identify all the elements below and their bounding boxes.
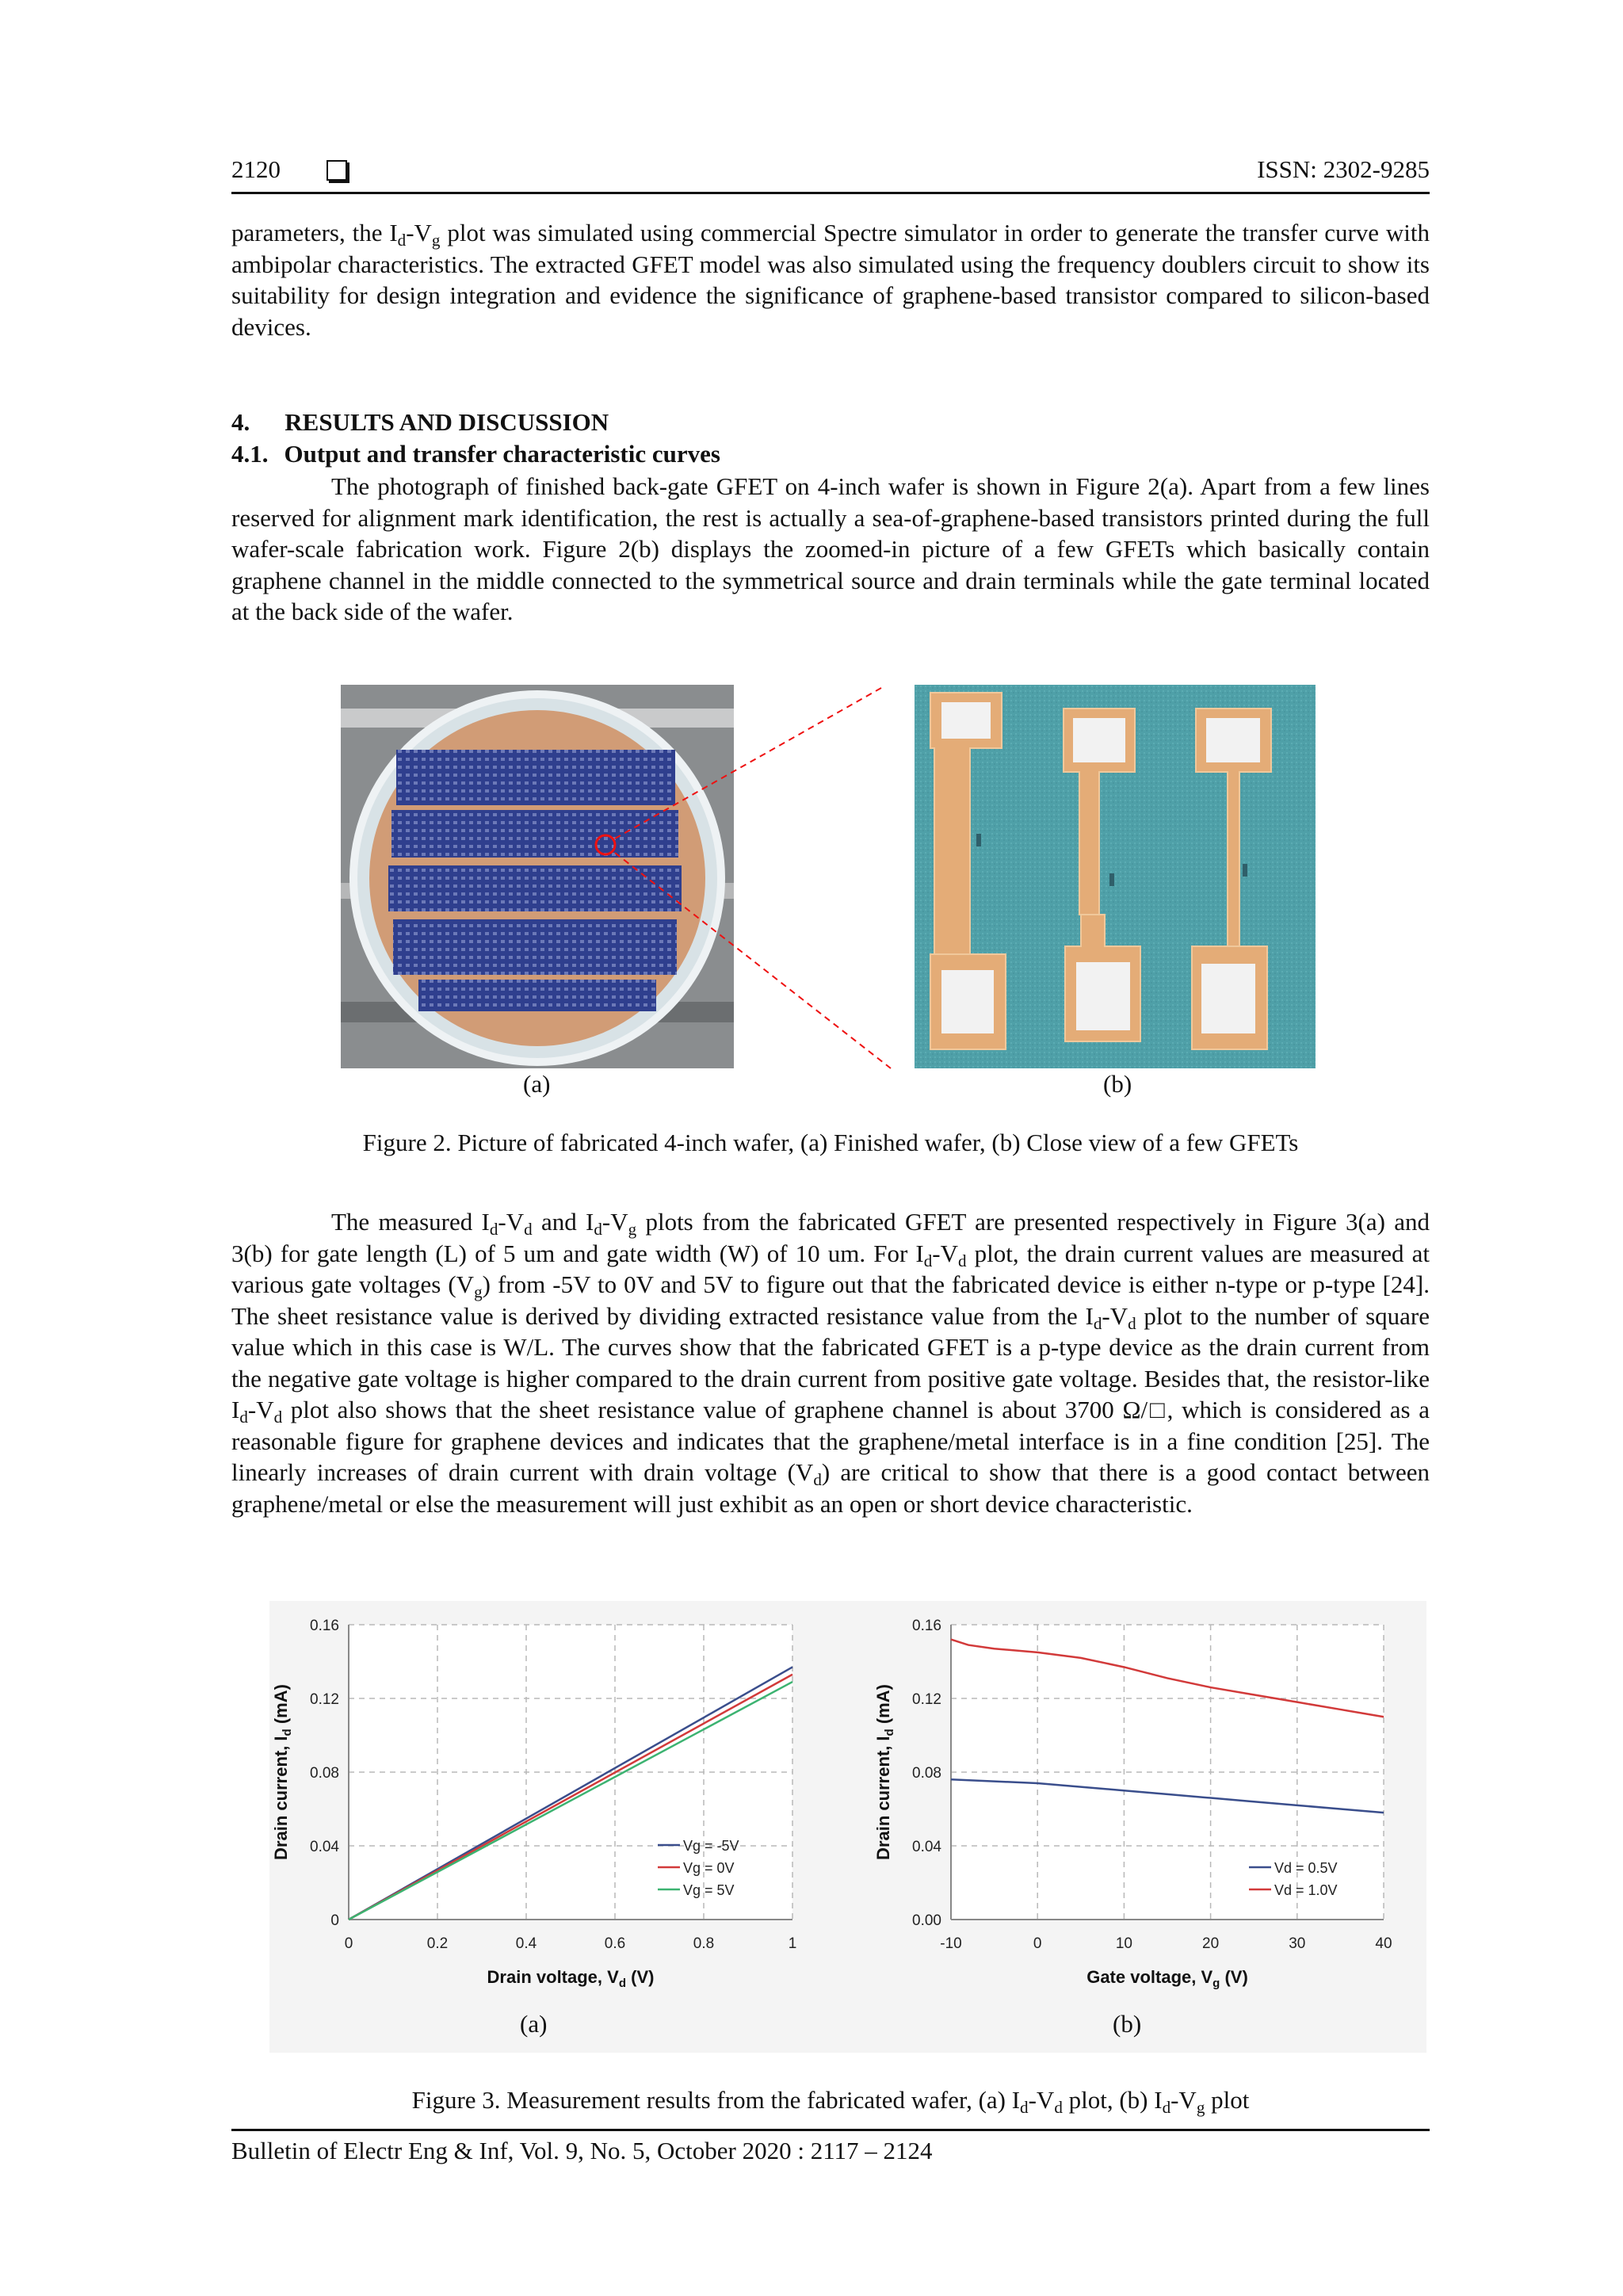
legend-label: Vd = 0.5V	[1274, 1860, 1338, 1876]
legend-label: Vg = -5V	[683, 1838, 739, 1854]
paragraph-2: The measured $I_d-V_d$ and $I_d-V_g$ plots from the fabricated GFET are presented respectively in Figure 3(a) and 3(b) for gate length (L) of 5 um and gate width (W) of 10 um. For $I_d-V_d$ plot, the drain current values are measured at various gate voltages $(V_g)$ from -5V to 0V and 5V to figure out that the fabricated device is either n-type or p-type [24]. The sheet resistance value is derived by dividing extracted resistance value from the $I_d-V_d$ plot to the number of square value which in this case is W/L. The curves show that the fabricated GFET is a p-type device as the drain current from the negative gate voltage is higher compared to the drain current from positive gate voltage. Besides that, the resistor-like $I_d-V_d$ plot also shows that the sheet resistance value of graphene channel is about 3700 Ω/□, which is considered as a reasonable figure for graphene devices and indicates that the graphene/metal interface is in a fine condition [25]. The linearly increases of drain current with drain voltage $(V_d)$ are critical to show that there is a good contact between graphene/metal or else the measurement will just exhibit as an open or short device characteristic.	[231, 1208, 1430, 1518]
legend-label: Vd = 1.0V	[1274, 1882, 1338, 1898]
figure-2-caption: Figure 2. Picture of fabricated 4-inch wafer, (a) Finished wafer, (b) Close view of a few GFETs	[362, 1129, 1299, 1156]
figure-2-photos	[341, 685, 1316, 1113]
figure-3a-label: (a)	[520, 2010, 548, 2038]
x-tick-label: 1	[788, 1935, 797, 1952]
x-tick-label: 0.6	[604, 1935, 626, 1952]
chart-id-vg	[856, 1601, 1426, 2005]
page-number: 2120	[231, 155, 281, 183]
x-tick-label: 0.4	[515, 1935, 537, 1952]
x-tick-label: 0.8	[693, 1935, 715, 1952]
x-axis-title: Drain voltage, $V_d$ (V)	[487, 1967, 655, 1990]
subsection-heading: 4.1. Output and transfer characteristic curves	[231, 440, 720, 468]
y-tick-label: 0.08	[310, 1765, 339, 1782]
y-tick-label: 0.12	[310, 1691, 339, 1708]
legend-label: Vg = 0V	[683, 1860, 735, 1876]
x-tick-label: 0.2	[426, 1935, 449, 1952]
figure-3b-label: (b)	[1113, 2010, 1142, 2038]
y-tick-label: 0.08	[912, 1765, 941, 1782]
y-tick-label: 0.00	[912, 1912, 941, 1929]
intro-paragraph: parameters, the $I_d-V_g$ plot was simulated using commercial Spectre simulator in order to generate the transfer curve with ambipolar characteristics. The extracted GFET model was also simulated using the frequency doublers circuit to show its suitability for design integration and evidence the significance of graphene-based transistor compared to silicon-based devices.	[231, 219, 1430, 341]
journal-footer: Bulletin of Electr Eng & Inf, Vol. 9, No. 5, October 2020 : 2117 – 2124	[231, 2137, 933, 2164]
y-tick-label: 0.04	[912, 1839, 941, 1855]
y-tick-label: 0.16	[912, 1618, 941, 1634]
x-tick-label: -10	[940, 1935, 962, 1952]
paragraph-1: The photograph of finished back-gate GFET on 4-inch wafer is shown in Figure 2(a). Apart from a few lines reserved for alignment mark identification, the rest is actually a sea-of-graphene-based transistors printed during the full wafer-scale fabrication work. Figure 2(b) displays the zoomed-in picture of a few GFETs which basically contain graphene channel in the middle connected to the symmetrical source and drain terminals while the gate terminal located at the back side of the wafer.	[231, 472, 1430, 625]
figure-2	[341, 685, 1316, 1113]
figure-3	[269, 1601, 1426, 2053]
y-tick-label: 0.16	[310, 1618, 339, 1634]
x-axis-title: Gate voltage, $V_g$ (V)	[1086, 1967, 1248, 1990]
x-tick-label: 20	[1202, 1935, 1220, 1952]
issn: ISSN: 2302-9285	[1257, 155, 1430, 183]
chart-id-vd	[269, 1601, 824, 2005]
x-tick-label: 40	[1375, 1935, 1392, 1952]
legend-label: Vg = 5V	[683, 1882, 735, 1898]
y-tick-label: 0	[330, 1912, 339, 1929]
x-tick-label: 30	[1289, 1935, 1306, 1952]
wafer-photo	[341, 685, 734, 1068]
figure-3-caption: Figure 3. Measurement results from the fabricated wafer, (a) $I_d-V_d$ plot, (b) $I_d-V_g$ plot	[411, 2086, 1250, 2117]
footer-rule	[231, 2129, 1430, 2131]
x-tick-label: 10	[1115, 1935, 1132, 1952]
gfet-closeup-photo	[915, 685, 1316, 1068]
x-tick-label: 0	[1033, 1935, 1042, 1952]
y-tick-label: 0.04	[310, 1839, 339, 1855]
header-rule	[231, 192, 1430, 194]
figure-2b-label: (b)	[1103, 1070, 1132, 1098]
x-tick-label: 0	[344, 1935, 353, 1952]
y-axis-title: Drain current, $I_d$ (mA)	[271, 1684, 294, 1860]
figure-2a-label: (a)	[523, 1070, 551, 1098]
y-axis-title: Drain current, $I_d$ (mA)	[873, 1684, 896, 1860]
square-bullet-icon	[327, 160, 347, 181]
section-heading: 4. RESULTS AND DISCUSSION	[231, 408, 609, 436]
y-tick-label: 0.12	[912, 1691, 941, 1708]
